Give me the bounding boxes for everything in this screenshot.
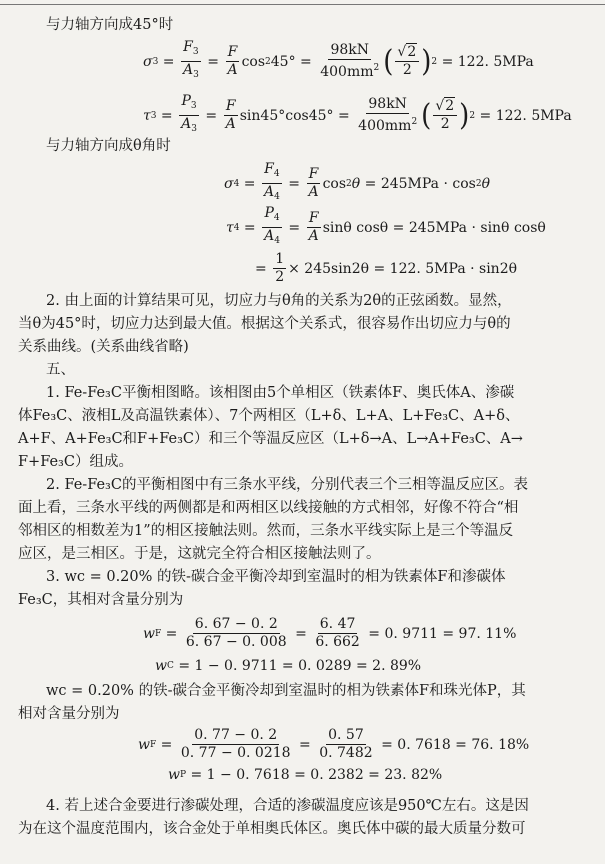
para2-line1: 2. 由上面的计算结果可见，切应力与θ角的关系为2θ的正弦函数。显然， xyxy=(46,293,512,309)
section-five-heading: 五、 xyxy=(46,362,75,378)
equation-wF-first: w F = $\frac{6. 67 - 0. 2}{6. 67 - 0. 008}$ = $\frac{6. 47}{6. 662}$ = 0. 9711 = 97. 11% xyxy=(143,616,517,650)
equation-tau4-continued: = $\frac{1}{2}$ × 245sin2θ = 122. 5MPa · sin2θ xyxy=(255,251,518,285)
s1-line3: A+F、A+Fe₃C和F+Fe₃C）和三个等温反应区（L+δ→A、L→A+Fe₃C、A→ xyxy=(18,431,523,447)
s2-line4: 应区，是三相区。于是，这就完全符合相区接触法则了。 xyxy=(18,546,381,562)
s1-line1: 1. Fe-Fe₃C平衡相图略。该相图由5个单相区（铁素体F、奥氏体A、渗碳 xyxy=(46,385,515,401)
top-rule xyxy=(0,4,605,5)
s4-line1: 4. 若上述合金要进行渗碳处理，合适的渗碳温度应该是950℃左右。这是因 xyxy=(46,798,529,814)
s3-line4: 相对含量分别为 xyxy=(18,706,120,722)
s1-line2: 体Fe₃C、液相L及高温铁素体）、7个两相区（L+δ、L+A、L+Fe₃C、A+δ、 xyxy=(18,408,520,424)
equation-wF-second: w F = $\frac{0. 77 - 0. 2}{0. 77 - 0. 0218}$ = $\frac{0. 57}{0. 7482}$ = 0. 7618 = 76. 18% xyxy=(138,727,530,761)
text-line-theta: 与力轴方向成θ角时 xyxy=(46,138,171,154)
equation-sigma3: σ 3 = $\frac{F_3}{A_3}$ = $\frac{F}{A}$ cos 2 45° = $\frac{98kN}{400mm^2}$ ( $\frac{√2}{2}$ ) 2 = 122. 5MPa xyxy=(143,39,534,80)
equation-wP-second: w P = 1 − 0. 7618 = 0. 2382 = 23. 82% xyxy=(168,767,443,783)
equation-tau4: τ 4 = $\frac{P_4}{A_4}$ = $\frac{F}{A}$ sinθ cosθ = 245MPa · sinθ cosθ xyxy=(226,205,546,246)
para2-line3: 关系曲线。(关系曲线省略) xyxy=(18,339,189,355)
s4-line2: 为在这个温度范围内，该合金处于单相奥氏体区。奥氏体中碳的最大质量分数可 xyxy=(18,821,526,837)
equation-tau3: τ 3 = $\frac{P_3}{A_3}$ = $\frac{F}{A}$ sin45°cos45° = $\frac{98kN}{400mm^2}$ ( $\frac{√2}{2}$ ) 2 = 122. 5MPa xyxy=(143,93,572,134)
s2-line3: 邻相区的相数差为1”的相区接触法则。然而，三条水平线实际上是三个等温反 xyxy=(18,523,514,539)
text-line-45deg: 与力轴方向成45°时 xyxy=(46,17,174,33)
s3-line1: 3. wc = 0.20% 的铁-碳合金平衡冷却到室温时的相为铁素体F和渗碳体 xyxy=(46,569,506,585)
equation-wC-first: w C = 1 − 0. 9711 = 0. 0289 = 2. 89% xyxy=(155,658,422,674)
para2-line2: 当θ为45°时，切应力达到最大值。根据这个关系式，很容易作出切应力与θ的 xyxy=(18,316,511,332)
s3-line3: wc = 0.20% 的铁-碳合金平衡冷却到室温时的相为铁素体F和珠光体P，其 xyxy=(46,683,526,699)
s1-line4: F+Fe₃C）组成。 xyxy=(18,454,133,470)
s2-line1: 2. Fe-Fe₃C的平衡相图中有三条水平线，分别代表三个三相等温反应区。表 xyxy=(46,477,528,493)
s2-line2: 面上看，三条水平线的两侧都是和两相区以线接触的方式相邻，好像不符合“相 xyxy=(18,500,519,516)
equation-sigma4: σ 4 = $\frac{F_4}{A_4}$ = $\frac{F}{A}$ cos 2 θ = 245MPa · cos 2 θ xyxy=(224,161,491,202)
s3-line2: Fe₃C，其相对含量分别为 xyxy=(18,592,184,608)
